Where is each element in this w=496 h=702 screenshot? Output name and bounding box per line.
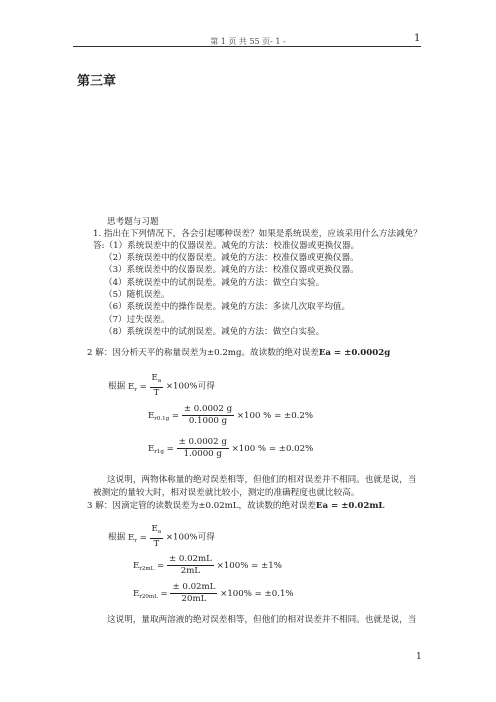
footer-page-number: 1 xyxy=(416,652,422,662)
solution-2-intro: 2 解：因分析天平的称量误差为±0.2mg。故读数的绝对误差Ea = ±0.0002g xyxy=(87,348,391,358)
header-rule xyxy=(73,46,421,47)
conclusion-3-line-1: 这说明，量取两溶液的绝对误差相等，但他们的相对误差并不相同。也就是说，当 xyxy=(107,615,417,625)
solution-3-intro: 3 解：因滴定管的读数误差为±0.02mL，故读数的绝对误差Ea = ±0.02mL xyxy=(87,501,385,511)
equation-20mL: $E_{r20mL}$ = $\frac{\pm 0.02mL}{20mL}$ ×100% = ±0.1% xyxy=(133,582,294,604)
answer-line: 答:（1）系统误差中的仪器误差。减免的方法：校准仪器或更换仪器。 xyxy=(93,241,360,251)
answer-line: （6）系统误差中的操作误差。减免的方法：多读几次取平均值。 xyxy=(104,302,351,312)
conclusion-2-line-1: 这说明，两物体称量的绝对误差相等，但他们的相对误差并不相同。也就是说，当 xyxy=(107,475,417,485)
relative-error-formula: 根据 $E_r$ = $\frac{E_a}{T}$ ×100%可得 xyxy=(108,373,215,398)
chapter-title: 第三章 xyxy=(77,74,117,89)
equation-2mL: $E_{r2mL}$ = $\frac{\pm 0.02mL}{2mL}$ ×100% = ±1% xyxy=(133,554,282,576)
answer-line: （5）随机误差。 xyxy=(104,290,170,300)
question-1: 1. 指出在下列情况下，各会引起哪种误差？如果是系统误差，应该采用什么方法减免？ xyxy=(93,229,422,239)
section-title: 思考题与习题 xyxy=(107,217,159,227)
absolute-error: Ea = ±0.0002g xyxy=(318,348,391,358)
answer-line: （8）系统误差中的试剂误差。减免的方法：做空白实验。 xyxy=(104,327,325,337)
answer-line: （7）过失误差。 xyxy=(104,315,170,325)
weighing-error-value: ±0.2mg xyxy=(206,348,242,358)
conclusion-2-line-2: 被测定的量较大时，相对误差就比较小，测定的准确程度也就比较高。 xyxy=(93,488,360,498)
burette-error-value: ±0.02mL xyxy=(198,501,239,511)
answer-line: （4）系统误差中的试剂误差。减免的方法：做空白实验。 xyxy=(104,278,325,288)
relative-error-formula: 根据 $E_r$ = $\frac{E_a}{T}$ ×100%可得 xyxy=(108,524,215,549)
answer-line: （2）系统误差中的仪器误差。减免的方法：校准仪器或更换仪器。 xyxy=(104,253,359,263)
header-page-number: 1 xyxy=(414,33,421,44)
absolute-error: Ea = ±0.02mL xyxy=(315,501,385,511)
page-header: 第 1 页 共 55 页- 1 - xyxy=(210,37,286,46)
equation-1g: $E_{r1g}$ = $\frac{\pm 0.0002 g}{1.0000 g}$ ×100 % = ±0.02% xyxy=(148,437,314,459)
answer-line: （3）系统误差中的仪器误差。减免的方法：校准仪器或更换仪器。 xyxy=(104,265,359,275)
equation-0.1g: $E_{r0.1g}$ = $\frac{\pm 0.0002 g}{0.1000 g}$ ×100 % = ±0.2% xyxy=(148,404,314,426)
